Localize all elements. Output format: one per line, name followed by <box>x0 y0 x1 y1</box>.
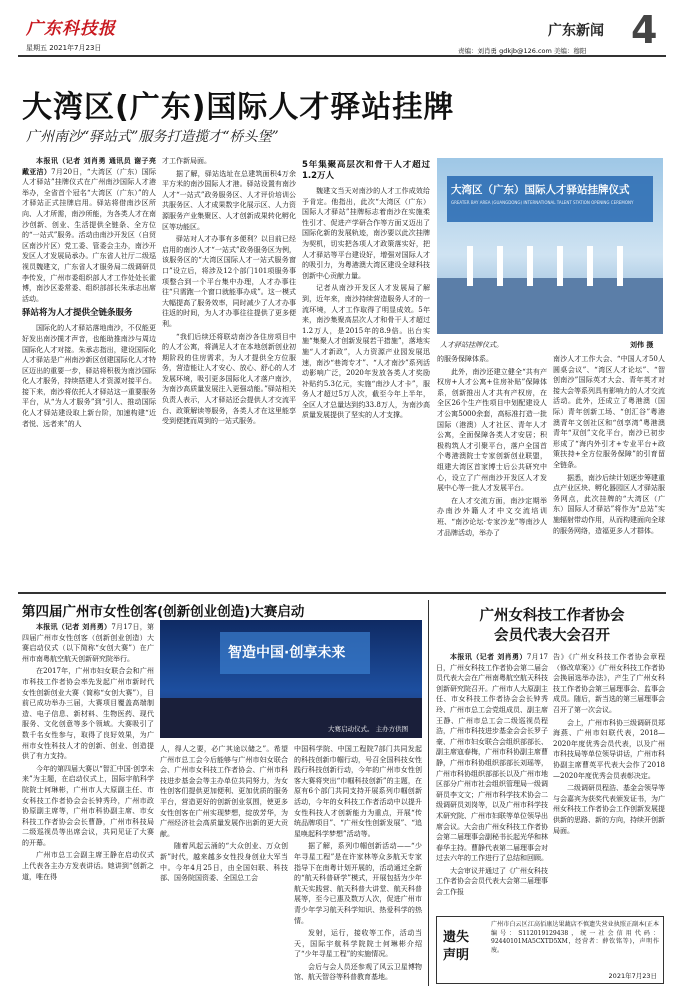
story1-column-2 <box>162 156 296 586</box>
story1-paragraph: 才工作新局面。 <box>162 157 211 165</box>
date-line: 星期五 2021年7月23日 <box>26 44 102 52</box>
story1-subhead-2: 5年集聚高层次和骨干人才超过1.2万人 <box>302 160 430 181</box>
story2-paragraph: 广州市总工会副主席王静在启动仪式上代表各主办方发表讲话。她讲到“创新之道，唯在得 <box>22 851 154 881</box>
story1-paragraph: 的服务保障体系。 <box>437 355 493 363</box>
story2-paragraph: 发射，运行，接收等工作，活动当天，国际宇航科学院院士何琳彬介绍了“少年寻星工程”的实施情况。 <box>294 929 422 959</box>
masthead <box>18 10 666 66</box>
story3-column-1 <box>436 652 548 910</box>
page-number: 4 <box>631 8 658 52</box>
story1-paragraph: “我们后续还将联动南沙各住房项目中的人才公寓，将满足人才在本地创新创业初期阶段的住房需求，为人才提供全方位服务，营造能让人才安心、放心、舒心的人才发展环境，吸引更多国际化人才落户南沙，为南沙高质量发展注入更强动能。”驿站相关负责人表示，人才驿站还会提供人才交流平台、政策解读等服务，各类人才在这里能享受到便捷而周到的一站式服务。 <box>162 332 296 426</box>
story1-paragraph: 驿站对人才办事有多便利？以目前已经启用的南沙人才“一站式”政务服务区为例，该服务区的“大湾区国际人才一站式服务窗口”设立后，将涉及12个部门101项服务事项整合到一个平台集中办理，人才办事往往“只需跑一个窗口就能事办成”。这一模式大幅提高了服务效率，同时减少了人才办事往返的时间，为人才办事往往提供了更多便利。 <box>162 235 296 328</box>
story2-paragraph: 中国科学院、中国工程院7部门共同发起的科技创新巾帼行动，号召全国科技女性践行科技创新行动，今年的广州市女性创客大赛将突出“巾帼科技创新”的主题，在原有6个部门共同支持开展系列巾帼创新活动，今年的女科技工作者活动中以提升女性科技人才创新能力为重点，开展“传统品牌项目”、“广州女性创新发展”、“追星唤起科学梦想”活动等。 <box>294 745 422 838</box>
masthead-divider <box>18 55 666 57</box>
story2-paragraph: 随着风起云涌的“大众创业、万众创新”时代，越来越多女性投身创业大军当中。今年4月25日，由全国妇联、科技部、国务院国资委、全国总工会 <box>160 842 288 883</box>
story1-subhead-1: 驿站将为人才提供全链条服务 <box>22 308 133 319</box>
story1-column-3 <box>302 160 430 586</box>
story3-paragraph: 会上，广州市科协三级调研员郑海燕、广州市妇联代表，2018—2020年度优秀会员代表，以及广州市科技局等单位领导讲话，广州市科协副主席曹英平代表大会作了2018—2020年度优秀会员表彰决定。 <box>553 718 665 780</box>
story3-paragraph: 7月17日，广州女科技工作者协会第二届会员代表大会在广州南粤航空航天科技创新研究院召开。广州市人大原副主任、市女科技工作者协会会长钟秀玲、广州市总工会党组成员、副主席王静、广州市总工会二级巡视员程浩，广州市科技进步基金会会长罗子豪、广州市妇女联合会组织部部长、副主席寇春梅，广州市科协副主席曹静，广州市科协组织部部长刘瑶等，广州市科协组织部部长以及广州市地区部分广州市社会组织管理局一级调研员李文文；广州市科学技术协会二级调研员刘岗等，以及广州市科学技术研究院、广州市妇联等单位领导出席会议。大会由广州女科技工作者协会第二届理事会副秘书长起光华和林春华主持。曹静代表第二届理事会对过去六年的工作进行了总结和回顾。 <box>436 653 548 863</box>
photo-banner-en: GREATER BAY AREA (GUANGDONG) INTERNATIONAL TALENT STATION OPENING CEREMONY <box>451 200 634 205</box>
story3-byline: 本报讯（记者 刘肖勇） <box>450 652 527 661</box>
story2-paragraph: 今年的第四届大赛以“智汇中国·创享未来”为主题，在启动仪式上，国际宇航科学院院士何琳彬，广州市人大原副主任、市女科技工作者协会会长钟秀玲，广州市政协原副主席等，广州市科协副主席、市女科技工作者协会会长曹静，广州市科技局二级巡视员等出席会议，共同见证了大赛的开幕。 <box>22 764 154 847</box>
story3-paragraph: 大会审议并通过了《广州女科技工作者协会会员代表大会第二届理事会工作报 <box>436 866 548 897</box>
section-name: 广东新闻 <box>548 23 604 39</box>
story1-subheadline: 广州南沙“驿站式”服务打造揽才“桥头堡” <box>26 129 279 145</box>
story1-paragraph: 7月20日，“大湾区（广东）国际人才驿站”挂牌仪式在广州南沙国际人才港举办，全省首个冠名“大湾区（广东）”的人才驿站正式挂牌启用。驿站将借南沙区所向、人才所需，南沙所能，为各类人才在南沙创新、创业、生活提供全链条、全方位的“一站式”服务。活动由南沙开发区（自贸区南沙片区）党工委、管委会主办，南沙开发区人才发展局承办。广东省人社厅二级巡视员魏建文，广东省人才服务局二级调研员李传发，广州市委组织部人才工作处处长霍博，南沙区委常委、组织部部长朱承志出席活动。 <box>22 167 156 303</box>
story1-paragraph: 国际化的人才驿站落地南沙，不仅能更好发出南沙揽才声音，也能助推南沙与周边国际化人才对接。朱承志指出，建设国际化人才驿站是广州南沙新区创建国际化人才特区迈出的重要一步，驿站将积极为南沙国际化人才服务，持续搭建人才资源对接平台。接下来，南沙将依托人才驿站这一重要服务平台，从“为人才服务”到“引人、推动国际化人才驿站建设取上新台阶，加速构建“近者悦、远者来”的人 <box>22 324 156 428</box>
contest-photo <box>160 620 422 738</box>
story3-headline <box>438 606 666 646</box>
story1-column-1 <box>22 156 156 586</box>
photo-banner-text: 大湾区（广东）国际人才驿站挂牌仪式 <box>451 184 630 196</box>
story3-headline-line-1: 广州女科技工作者协会 <box>479 608 625 624</box>
story1-byline: 本报讯（记者 刘肖勇 通讯员 谢子亮 戴亚洁） <box>22 156 156 176</box>
paper-name: 广东科技报 <box>26 19 116 39</box>
editor-line: 责编：刘肖勇 gdkjb@126.com 美编：穆阳 <box>458 47 587 55</box>
ceremony-photo <box>437 158 663 334</box>
story2-paragraph: 在2017年，广州市妇女联合会和广州市科技工作者协会率先发起广州市新时代女性创新创业大赛（简称“女创大赛”），目前已成功举办三届，大赛项目覆盖高端制造、电子信息、新材料、生物医药、现代服务、文化创意等多个领域。大赛吸引了数千名女性参与，取得了良好效果，为广州市女性科技人才的创新、创业、创造提供了有力支持。 <box>22 667 154 761</box>
story2-paragraph: 7月17日，第四届广州市女性创客（创新创业创造）大赛启动仪式（以下简称“女创大赛”）在广州市南粤航空航天创新研究院举行。 <box>22 623 154 663</box>
story1-paragraph: 在人才交流方面，南沙定期举办南沙外籍人才中文交流培训班、“南沙论坛·专家沙龙”等南沙人才品牌活动，举办了 <box>437 496 547 537</box>
photo-screen-text: 智造中国·创享未来 <box>228 645 346 661</box>
story1-column-4 <box>437 354 547 586</box>
story1-paragraph: 据悉，南沙后续计划逐步筹建重点产业区块、孵化器园区人才驿站服务网点，此次挂牌的“大湾区（广东）国际人才驿站”将作为“总站”实施辐射带动作用，从而构建面向全球的服务网络，造福更多人才群体。 <box>553 473 665 535</box>
story2-paragraph: 人，得人之要，必广其途以储之”。希望广州市总工会今后能够与广州市妇女联合会、广州市女科技工作者协会、广州市科技进步基金会等主办单位共同努力，为女性创客们提供更加便利、更加优质的服务平台，营造更好的创新创业氛围，使更多女性创客在广州实现梦想，绽放芳华，为广州经济社会高质量发展作出新的更大贡献。 <box>160 745 288 838</box>
story2-headline: 第四届广州市女性创客(创新创业创造)大赛启动 <box>22 604 305 620</box>
notice-date: 2021年7月23日 <box>608 972 657 980</box>
story1-paragraph: 魏建文当天对南沙的人才工作成效给予肯定。他指出，此次“大湾区（广东）国际人才驿站”挂牌标志着南沙在实施柔性引才、促进产学研合作等方面又迈出了国际化新的发展轨迹，南沙要以此次挂牌为契机，切实把各项人才政策落实好，把人才驿站等平台建设好，增强对国际人才的吸引力，为粤港澳大湾区建设全球科技创新中心贡献力量。 <box>302 187 430 280</box>
story3-column-2 <box>553 652 665 910</box>
story1-photo-caption: 人才驿站挂牌仪式。 <box>440 341 503 349</box>
story2-photo-caption: 大赛启动仪式。 主办方供图 <box>328 725 409 733</box>
story2-paragraph: 据了解，系列巾帼创新活动——“少年寻星工程”是在许家林等众多航天专家指导下在南粤计划开展的，活动通过全新的“航天科普研学”模式，开展包括为少年航天实践营、航天科普大讲堂、航天科普展等，至今已惠及数万人次，促进广州市青少年学习航天科学知识、热爱科学的热情。 <box>294 842 422 925</box>
story1-column-5 <box>553 354 665 586</box>
story3-paragraph: 告》《广州女科技工作者协会章程（修改草案）》《广州女科技工作者协会换届选举办法》，产生了广州女科技工作者协会第三届理事会、监事会成员。随后，新当选的第三届理事会召开了第一次会议。 <box>553 653 665 714</box>
section-divider <box>18 592 666 594</box>
story2-column-2 <box>160 744 288 986</box>
story1-paragraph: 此外，南沙还建立健全“共有产权房+人才公寓+住房补贴”保障体系，创新推出人才共有产权房，在全区26个生产性项目中划配建设人才公寓5000余套，高标准打造一批国际（港澳）人才社区、青年人才公寓，全面保障各类人才安居；积极构筑人才引聚平台，落户全国首个粤港澳院士专家创新创业联盟，组建大湾区首家博士后公共研究中心，设立了广州南沙开发区人才发展中心等一批人才发展平台。 <box>437 367 547 493</box>
story1-paragraph: 南沙人才工作大会、“中国人才50人圆桌会议”、“湾区人才论坛”、“智创南沙”国际英才大会、青年英才对接大会等系列具有影响力的人才交流活动。此外，还成立了粤港澳（国际）青年创新工场、“创汇谷”粤港澳青年文创社区和“创享湾”粤港澳青年“双创”文化平台，南沙已初步形成了“海内外引才+专业平台+政策扶持+全方位服务保障”的引育留全链条。 <box>553 355 665 469</box>
notice-body: 广州市白云区江高佰康达果蔬店不慎遗失营业执照正副本(正本编号：S112019129438，统一社会信用代码：92440101MA5CXTD5XM，经营者：薛钦铭等)，声明作废。 <box>491 921 659 954</box>
story2-column-1 <box>22 622 154 986</box>
story1-headline: 大湾区(广东)国际人才驿站挂牌 <box>22 90 455 125</box>
story3-headline-line-2: 会员代表大会召开 <box>494 628 610 644</box>
story3-paragraph: 二级调研员程浩、基金会领导等与会嘉宾为获奖代表颁发证书，为广州女科技工作者协会工作创新发展提供新的思路、新的方向，持续开创新局面。 <box>553 784 665 835</box>
story2-paragraph: 会后与会人员还参观了风云卫星博物馆、航天智谷等科普教育基地。 <box>294 962 422 982</box>
lost-notice-box <box>436 916 664 984</box>
vertical-divider <box>428 600 429 986</box>
story1-paragraph: 记者从南沙开发区人才发展局了解到，近年来，南沙持续营造服务人才的一流环境，人才工作取得了明显成效。5年来，南沙集聚高层次人才和骨干人才超过1.2万人，是2015年的8.9倍。出台实施“集聚人才创新发展若干措施”，落地实施“人才新政”，人力资源产业园发展迅速，南沙“巷湾专才”、“人才南沙”系列活动影响广泛，2020年发放各类人才奖励补贴约5.3亿元，实施“南沙人才卡”，服务人才超过5万人次，截至今年上半年，全区人才总量达到约33.8万人，为南沙高质量发展提供了坚实的人才支撑。 <box>302 284 430 420</box>
story1-paragraph: 据了解，驿站选址在总建筑面积4万余平方米的南沙国际人才港。驿站设置有南沙人才“一站式”政务服务区、人才评价培训公共服务区、人才成果数字化展示区、人力资源服务产业集聚区、人才创新成果转化孵化区等功能区。 <box>162 169 296 231</box>
story1-photo-credit: 刘伟 摄 <box>630 341 654 349</box>
notice-title: 遗失 声明 <box>443 930 470 963</box>
story2-byline: 本报讯（记者 刘肖勇） <box>36 622 112 631</box>
story2-column-3 <box>294 744 422 986</box>
